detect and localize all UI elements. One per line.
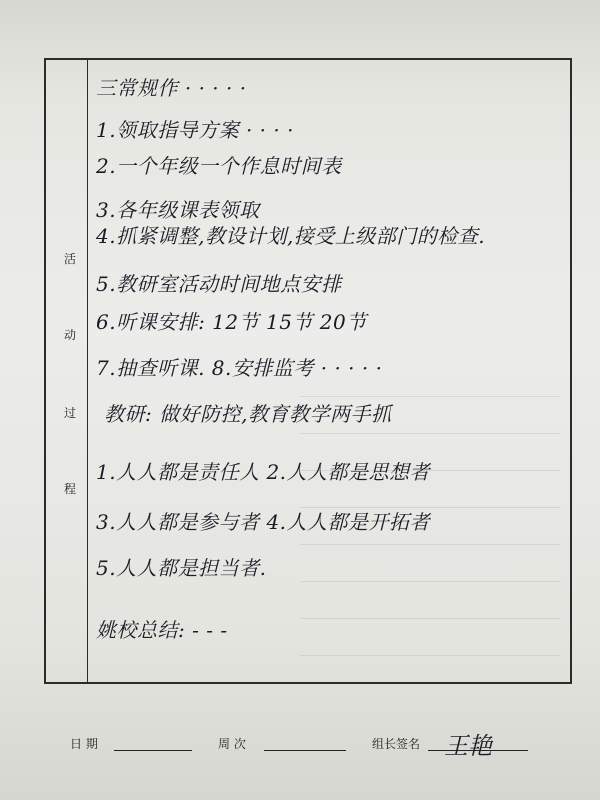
handwritten-line-9: 教研: 做好防控,教育教学两手抓 [104,402,392,426]
handwritten-line-5: 4.抓紧调整,教设计划,接受上级部门的检查. [96,224,486,248]
row-label-char-1: 活 [63,252,76,266]
handwritten-line-2: 1.领取指导方案 · · · · [96,118,294,142]
row-label-char-4: 程 [63,482,76,496]
leader-sign-label: 组长签名 [372,737,421,751]
handwritten-line-6: 5.教研室活动时间地点安排 [96,272,342,296]
week-blank [264,750,346,751]
row-label-column [44,58,88,684]
handwritten-line-7: 6.听课安排: 12节 15节 20节 [96,310,367,334]
handwritten-line-3: 2.一个年级一个作息时间表 [96,154,342,178]
row-label-char-3: 过 [63,406,76,420]
week-label: 周 次 [218,737,246,751]
handwritten-line-4: 3.各年级课表领取 [96,198,260,222]
bleed-through-header [160,8,580,48]
handwritten-line-13: 姚校总结: - - - [96,618,228,642]
date-label: 日 期 [70,737,98,751]
date-blank [114,750,192,751]
handwritten-line-11: 3.人人都是参与者 4.人人都是开拓者 [96,510,431,534]
row-label-char-2: 动 [63,328,76,342]
handwritten-line-8: 7.抽查听课. 8.安排监考 · · · · · [96,356,383,380]
handwritten-line-12: 5.人人都是担当者. [96,556,267,580]
handwritten-signature: 王艳 [444,732,492,760]
handwritten-line-1: 三常规作 · · · · · [96,76,247,100]
handwritten-line-10: 1.人人都是责任人 2.人人都是思想者 [96,460,431,484]
